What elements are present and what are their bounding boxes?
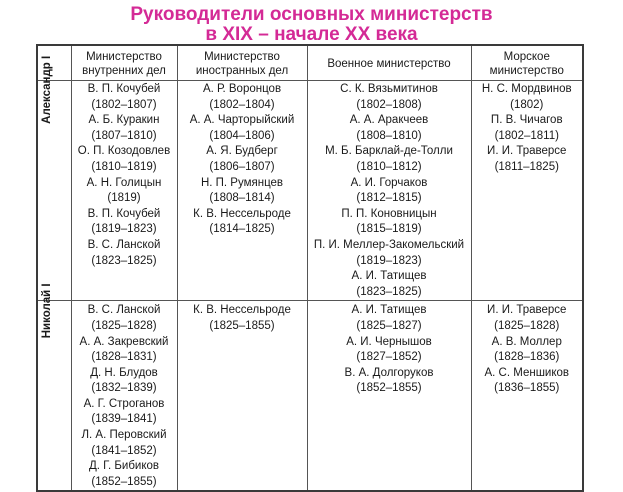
page-title — [0, 5, 623, 45]
minister-name: А. В. Моллер — [491, 335, 562, 348]
minister-years: (1814–1825) — [209, 223, 275, 236]
minister-years: (1832–1839) — [91, 382, 157, 395]
minister-name: И. И. Траверсе — [487, 304, 567, 317]
minister-years: (1810–1819) — [91, 160, 157, 173]
minister-name: Н. С. Мордвинов — [481, 83, 572, 95]
cell-interior — [71, 301, 177, 492]
minister-years: (1828–1831) — [91, 351, 157, 364]
minister-years: (1802) — [510, 98, 544, 111]
minister-name: К. В. Нессельроде — [193, 207, 291, 220]
minister-name: А. А. Чарторыйский — [189, 114, 295, 127]
minister-years: (1819–1823) — [356, 254, 422, 267]
table-row-alexander — [37, 81, 583, 301]
minister-years: (1810–1812) — [356, 160, 422, 173]
minister-years: (1828–1836) — [494, 351, 560, 364]
ruler-cell-nicholas — [37, 283, 71, 492]
minister-name: А. Н. Голицын — [86, 176, 162, 189]
ministers-table — [36, 44, 584, 492]
cell-naval — [471, 301, 583, 492]
header-naval-line-2: министерство — [489, 64, 564, 77]
minister-name: А. С. Меншиков — [484, 366, 570, 379]
minister-name: В. П. Кочубей — [87, 207, 161, 220]
minister-name: П. В. Чичагов — [490, 114, 563, 127]
minister-name: А. И. Татищев — [351, 270, 427, 283]
minister-name: В. П. Кочубей — [87, 83, 161, 95]
minister-years: (1802–1808) — [356, 98, 422, 111]
minister-name: В. С. Ланской — [87, 238, 161, 251]
minister-name: Д. Г. Бибиков — [88, 460, 160, 473]
minister-years: (1852–1855) — [356, 382, 422, 395]
header-interior-line-2: внутренних дел — [82, 64, 166, 77]
minister-name: В. А. Долгоруков — [344, 366, 434, 379]
header-foreign-line-2: иностранных дел — [195, 64, 289, 77]
minister-name: А. Г. Строганов — [83, 397, 165, 410]
header-foreign-line-1: Министерство — [204, 50, 280, 63]
minister-years: (1802–1807) — [91, 98, 157, 111]
minister-name: Н. П. Румянцев — [200, 176, 284, 189]
minister-name: А. Я. Будберг — [206, 145, 278, 158]
minister-years: (1827–1852) — [356, 351, 422, 364]
minister-years: (1812–1815) — [356, 192, 422, 205]
minister-name: А. И. Чернышов — [346, 335, 432, 348]
minister-years: (1811–1825) — [494, 160, 559, 173]
minister-years: (1819) — [107, 192, 141, 205]
minister-name: А. И. Горчаков — [350, 176, 428, 189]
minister-years: (1823–1825) — [356, 285, 422, 298]
minister-name: С. К. Вязьмитинов — [340, 83, 438, 95]
minister-years: (1841–1852) — [91, 444, 157, 457]
minister-name: А. И. Татищев — [351, 304, 427, 317]
minister-name: Д. Н. Блудов — [90, 366, 158, 379]
header-interior — [71, 45, 177, 81]
minister-years: (1819–1823) — [91, 223, 157, 236]
header-foreign — [177, 45, 307, 81]
minister-name: И. И. Траверсе — [487, 145, 567, 158]
title-line-2: в XIX – начале XX века — [205, 24, 418, 45]
minister-name: О. П. Козодовлев — [77, 145, 171, 158]
minister-years: (1825–1828) — [494, 319, 560, 332]
minister-years: (1804–1806) — [209, 129, 275, 142]
header-naval-line-1: Морское — [503, 50, 550, 63]
minister-years: (1839–1841) — [91, 413, 157, 426]
minister-years: (1802–1811) — [494, 129, 559, 142]
cell-military — [307, 81, 471, 301]
minister-name: К. В. Нессельроде — [193, 304, 291, 317]
cell-naval — [471, 81, 583, 301]
minister-name: А. А. Аракчеев — [349, 114, 429, 127]
header-naval — [471, 45, 583, 81]
header-row — [37, 45, 583, 81]
minister-name: Л. А. Перовский — [81, 429, 167, 442]
minister-years: (1802–1804) — [209, 98, 275, 111]
table-row-nicholas — [37, 301, 583, 492]
minister-years: (1808–1810) — [356, 129, 422, 142]
minister-years: (1815–1819) — [356, 223, 422, 236]
minister-years: (1823–1825) — [91, 254, 157, 267]
minister-years: (1825–1828) — [91, 319, 157, 332]
minister-name: А. Р. Воронцов — [202, 83, 282, 95]
minister-years: (1806–1807) — [209, 160, 275, 173]
title-line-1: Руководители основных министерств — [130, 4, 493, 25]
minister-name: П. П. Коновницын — [341, 207, 437, 220]
header-interior-line-1: Министерство — [86, 50, 162, 63]
cell-interior — [71, 81, 177, 301]
ruler-label: Александр I — [41, 55, 54, 124]
cell-military — [307, 301, 471, 492]
minister-years: (1825–1855) — [209, 319, 275, 332]
minister-name: А. А. Закревский — [79, 335, 169, 348]
minister-name: А. Б. Куракин — [88, 114, 160, 127]
minister-name: М. Б. Барклай-де-Толли — [325, 145, 453, 158]
minister-years: (1808–1814) — [209, 192, 275, 205]
minister-name: В. С. Ланской — [87, 304, 161, 317]
header-military: Военное министерство — [307, 45, 471, 81]
minister-years: (1836–1855) — [494, 382, 560, 395]
minister-years: (1807–1810) — [91, 129, 157, 142]
cell-foreign — [177, 81, 307, 301]
minister-years: (1825–1827) — [356, 319, 422, 332]
minister-name: П. И. Меллер-Закомельский — [313, 238, 465, 251]
cell-foreign — [177, 301, 307, 492]
minister-years: (1852–1855) — [91, 475, 157, 488]
ruler-label: Николай I — [41, 283, 54, 339]
